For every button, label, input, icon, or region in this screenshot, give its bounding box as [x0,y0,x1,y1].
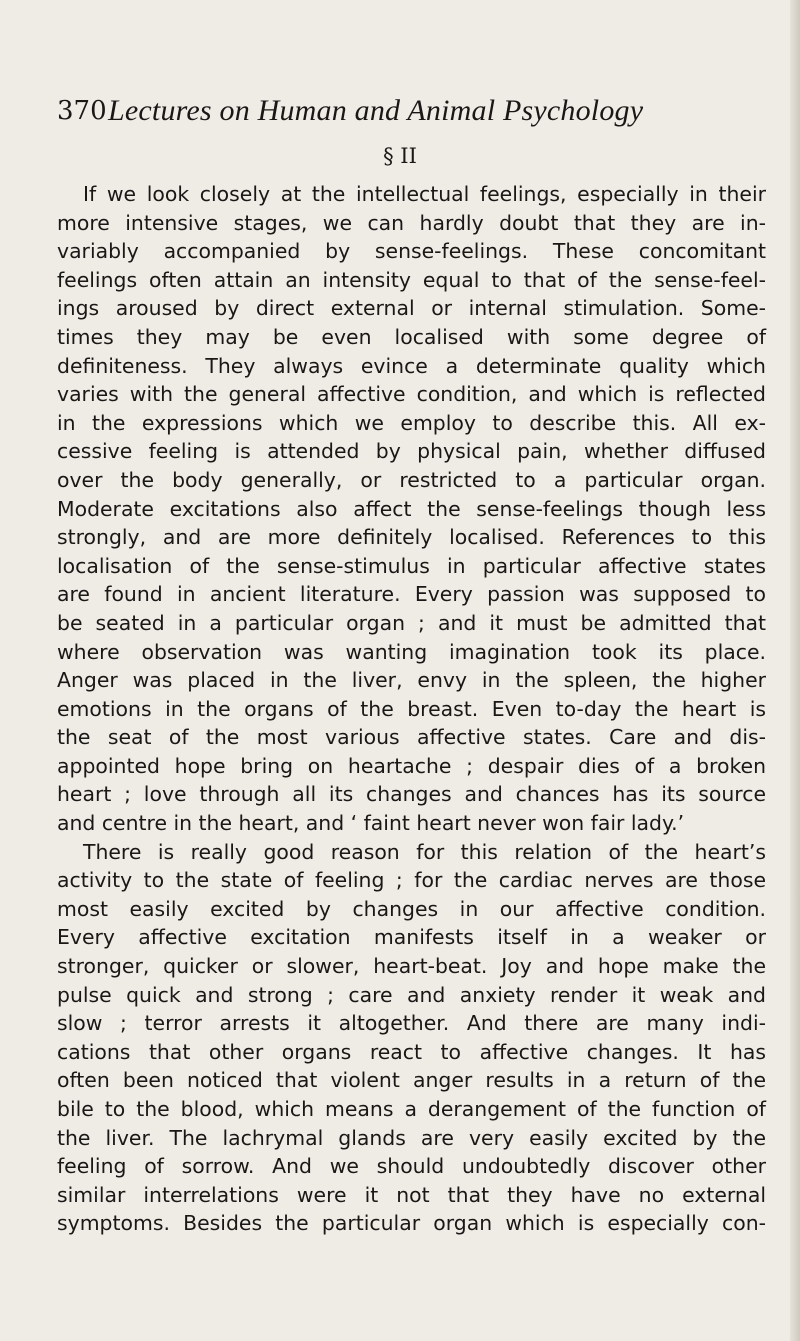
text-line: most easily excited by changes in our affective condition. [57,896,766,921]
body-text [57,180,766,1238]
text-line: strongly, and are more definitely localised. References to this [57,525,766,550]
text-line: appointed hope bring on heartache ; despair dies of a broken [57,753,766,778]
text-line: be seated in a particular organ ; and it must be admitted that [57,610,766,635]
text-line: more intensive stages, we can hardly doubt that they are in- [57,210,766,235]
text-line: Every affective excitation manifests itself in a weaker or [57,925,766,950]
text-line: where observation was wanting imagination took its place. [57,639,766,664]
text-line: are found in ancient literature. Every passion was supposed to [57,582,766,607]
text-line: pulse quick and strong ; care and anxiety render it weak and [57,982,766,1007]
text-line: Anger was placed in the liver, envy in the spleen, the higher [57,668,766,693]
paragraph-2 [57,838,766,1238]
text-line: over the body generally, or restricted to a particular organ. [57,467,766,492]
text-line: feeling of sorrow. And we should undoubtedly discover other [57,1154,766,1179]
text-line: feelings often attain an intensity equal to that of the sense-feel- [57,267,766,292]
text-line: There is really good reason for this relation of the heart’s [83,839,766,864]
text-line: localisation of the sense-stimulus in particular affective states [57,553,766,578]
text-line: bile to the blood, which means a derangement of the function of [57,1097,766,1121]
text-line: the seat of the most various affective states. Care and dis- [57,725,766,750]
text-line: the liver. The lachrymal glands are very easily excited by the [57,1125,766,1150]
text-line: times they may be even localised with some degree of [57,324,766,349]
text-line: similar interrelations were it not that they have no external [57,1182,766,1207]
text-line: Moderate excitations also affect the sense-feelings though less [57,496,766,521]
text-line: ings aroused by direct external or internal stimulation. Some- [57,296,766,321]
page-number: 370 [57,96,107,126]
text-line: activity to the state of feeling ; for the cardiac nerves are those [57,868,766,893]
text-line: emotions in the organs of the breast. Even to-day the heart is [57,696,766,721]
text-line: often been noticed that violent anger results in a return of the [57,1068,766,1093]
text-line: definiteness. They always evince a determinate quality which [57,353,766,378]
paragraph-1 [57,180,766,838]
text-line: slow ; terror arrests it altogether. And there are many indi- [57,1011,766,1036]
text-line: cations that other organs react to affective changes. It has [57,1039,766,1064]
text-line: stronger, quicker or slower, heart-beat. Joy and hope make the [57,954,766,979]
text-line: and centre in the heart, and ‘ faint heart never won fair lady.’ [57,811,685,836]
text-line: cessive feeling is attended by physical pain, whether diffused [57,439,766,464]
text-line: symptoms. Besides the particular organ which is especially con- [57,1211,766,1236]
text-line: variably accompanied by sense-feelings. These concomitant [57,239,766,264]
page-edge [790,0,800,1341]
section-heading: § II [383,144,417,168]
running-header [57,94,740,136]
running-title: Lectures on Human and Animal Psychology [108,94,644,127]
text-line: in the expressions which we employ to describe this. All ex- [57,410,766,435]
text-line: varies with the general affective condition, and which is reflected [57,382,766,407]
text-line: heart ; love through all its changes and chances has its source [57,782,766,807]
text-line: If we look closely at the intellectual feelings, especially in their [83,182,766,206]
